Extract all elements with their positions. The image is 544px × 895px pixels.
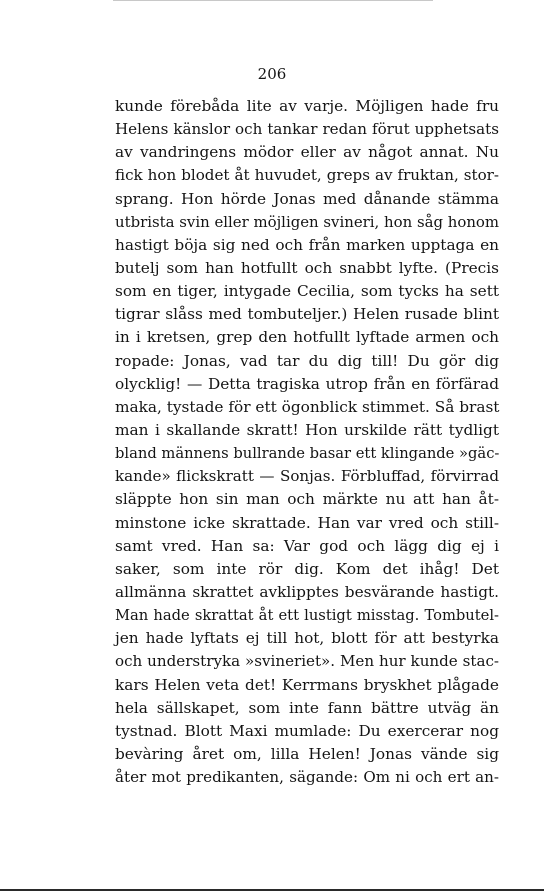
text-line: av vandringens mödor eller av något annat. Nu: [115, 143, 499, 162]
text-line: olycklig! — Detta tragiska utrop från en förfärad: [115, 374, 499, 393]
text-line: man i skallande skratt! Hon urskilde rätt tydligt: [115, 420, 499, 439]
text-line: bevàring året om, lilla Helen! Jonas vände sig: [115, 744, 499, 763]
text-line: som en tiger, intygade Cecilia, som tycks ha sett: [115, 282, 499, 301]
text-line: sprang. Hon hörde Jonas med dånande stämma: [115, 189, 499, 208]
text-line: allmänna skrattet avklipptes besvärande hastigt.: [115, 582, 499, 601]
text-line: in i kretsen, grep den hotfullt lyftade armen och: [115, 328, 499, 347]
text-line: åter mot predikanten, sägande: Om ni och ert an-: [115, 768, 499, 787]
text-line: hastigt böja sig ned och från marken upptaga en: [115, 235, 499, 254]
text-line: samt vred. Han sa: Var god och lägg dig ej i: [115, 536, 499, 555]
text-line: maka, tystade för ett ögonblick stimmet. Så brast: [115, 397, 500, 416]
page-number: 206: [257, 65, 287, 83]
text-line: ropade: Jonas, vad tar du dig till! Du gör dig: [115, 351, 499, 370]
body-text: [115, 95, 499, 789]
text-line: hela sällskapet, som inte fann bättre utväg än: [115, 698, 499, 717]
top-edge-line: [113, 0, 433, 1]
text-line: tystnad. Blott Maxi mumlade: Du exercerar nog: [115, 721, 499, 740]
text-line: kunde förebåda lite av varje. Möjligen hade fru: [115, 97, 499, 115]
text-line: kande» flickskratt — Sonjas. Förbluffad, förvirrad: [115, 467, 499, 486]
text-line: jen hade lyftats ej till hot, blott för att bestyrka: [115, 629, 499, 648]
text-line: saker, som inte rör dig. Kom det ihåg! Det: [115, 559, 499, 578]
text-line: minstone icke skrattade. Han var vred och still-: [115, 513, 499, 532]
text-line: tigrar slåss med tombuteljer.) Helen rusade blint: [115, 305, 499, 324]
text-line: fick hon blodet åt huvudet, greps av fruktan, stor-: [115, 166, 499, 185]
text-line: Helens känslor och tankar redan förut upphetsats: [115, 120, 499, 139]
text-line: och understryka »svineriet». Men hur kunde stac-: [115, 652, 499, 671]
text-line: Man hade skrattat åt ett lustigt misstag. Tombutel-: [115, 607, 499, 625]
text-line: bland männens bullrande basar ett klingande »gäc-: [115, 445, 500, 463]
bottom-edge-line: [0, 889, 544, 891]
text-line: butelj som han hotfullt och snabbt lyfte. (Precis: [115, 258, 499, 277]
text-line: utbrista svin eller möjligen svineri, hon såg honom: [115, 212, 499, 231]
text-line: kars Helen veta det! Kerrmans bryskhet plågade: [115, 675, 499, 694]
text-line: släppte hon sin man och märkte nu att han åt-: [115, 490, 499, 509]
